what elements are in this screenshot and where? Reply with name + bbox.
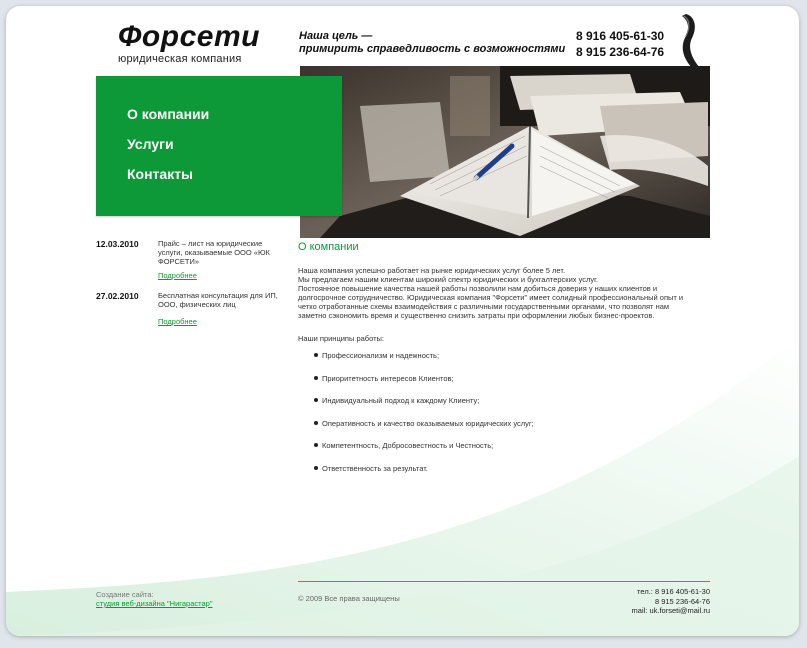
credits-label: Создание сайта:: [96, 590, 154, 599]
news-text: Прайс – лист на юридические услуги, оказываемые ООО «ЮК ФОРСЕТИ»: [158, 239, 270, 266]
main-content: [298, 241, 718, 486]
news-item: [96, 239, 296, 291]
news-item: [96, 291, 296, 343]
news-list: [96, 239, 296, 343]
principles-list: [298, 351, 718, 486]
list-item: Профессионализм и надежность;: [298, 351, 718, 374]
footer-divider: [298, 581, 710, 582]
logo[interactable]: [118, 22, 260, 65]
principles-title: Наши принципы работы:: [298, 334, 385, 343]
page-title: О компании: [298, 241, 359, 253]
about-line: долгосрочное сотрудничество. Юридическая компания "Форсети" имеет солидный профессиональный опыт и: [298, 293, 684, 302]
about-paragraph: [298, 266, 718, 320]
slogan-line-2: примирить справедливость с возможностями: [299, 43, 566, 55]
list-item: Ответственность за результат.: [298, 464, 718, 487]
list-item: Компетентность, Добросовестность и Честность;: [298, 441, 718, 464]
list-item: Индивидуальный подход к каждому Клиенту;: [298, 396, 718, 419]
nav-item-about[interactable]: О компании: [127, 106, 210, 122]
about-line: Мы предлагаем нашим клиентам широкий спектр юридических и бухгалтерских услуг.: [298, 275, 599, 284]
news-more-link[interactable]: Подробнее: [158, 317, 197, 326]
news-more-link[interactable]: Подробнее: [158, 271, 197, 280]
news-date: 27.02.2010: [96, 291, 139, 301]
header-phones: [576, 28, 664, 60]
main-nav: [96, 76, 342, 216]
news-date: 12.03.2010: [96, 239, 139, 249]
header-phone-1: 8 916 405-61-30: [576, 29, 665, 43]
footer-email[interactable]: mail: uk.forseti@mail.ru: [631, 606, 710, 615]
news-text: Бесплатная консультация для ИП, ООО, физических лиц: [158, 291, 278, 309]
slogan: [299, 30, 565, 56]
hero-image: [300, 66, 710, 238]
footer-contacts: [632, 587, 710, 616]
logo-tagline: юридическая компания: [118, 53, 242, 65]
about-line: Наша компания успешно работает на рынке юридических услуг более 5 лет.: [298, 266, 566, 275]
list-item: Приоритетность интересов Клиентов;: [298, 374, 718, 397]
site-credits: [96, 590, 212, 608]
list-item: Оперативность и качество оказываемых юридических услуг;: [298, 419, 718, 442]
page-frame: [6, 6, 799, 636]
nav-item-services[interactable]: Услуги: [127, 136, 174, 152]
about-line: четко отработанные схемы взаимодействия с различными государственными органами, что позволят нам: [298, 302, 670, 311]
about-line: заметно сэкономить время и существенно снизить затраты при оформлении любых бизнес-проектов.: [298, 311, 655, 320]
footer-phone-2: 8 915 236-64-76: [654, 596, 710, 606]
logo-title: Форсети: [118, 20, 260, 53]
credits-link[interactable]: студия веб-дизайна "Нигарастар": [96, 599, 213, 608]
nav-item-contacts[interactable]: Контакты: [127, 166, 194, 182]
slogan-line-1: Наша цель —: [299, 30, 373, 42]
about-line: Постоянное повышение качества нашей работы позволили нам добиться доверия у наших клиентов и: [298, 284, 658, 293]
copyright: © 2009 Все права защищены: [298, 594, 400, 603]
page-curl-icon: [656, 12, 702, 72]
header-phone-2: 8 915 236-64-76: [576, 45, 665, 59]
footer-phone-1: тел.: 8 916 405-61-30: [637, 587, 710, 596]
